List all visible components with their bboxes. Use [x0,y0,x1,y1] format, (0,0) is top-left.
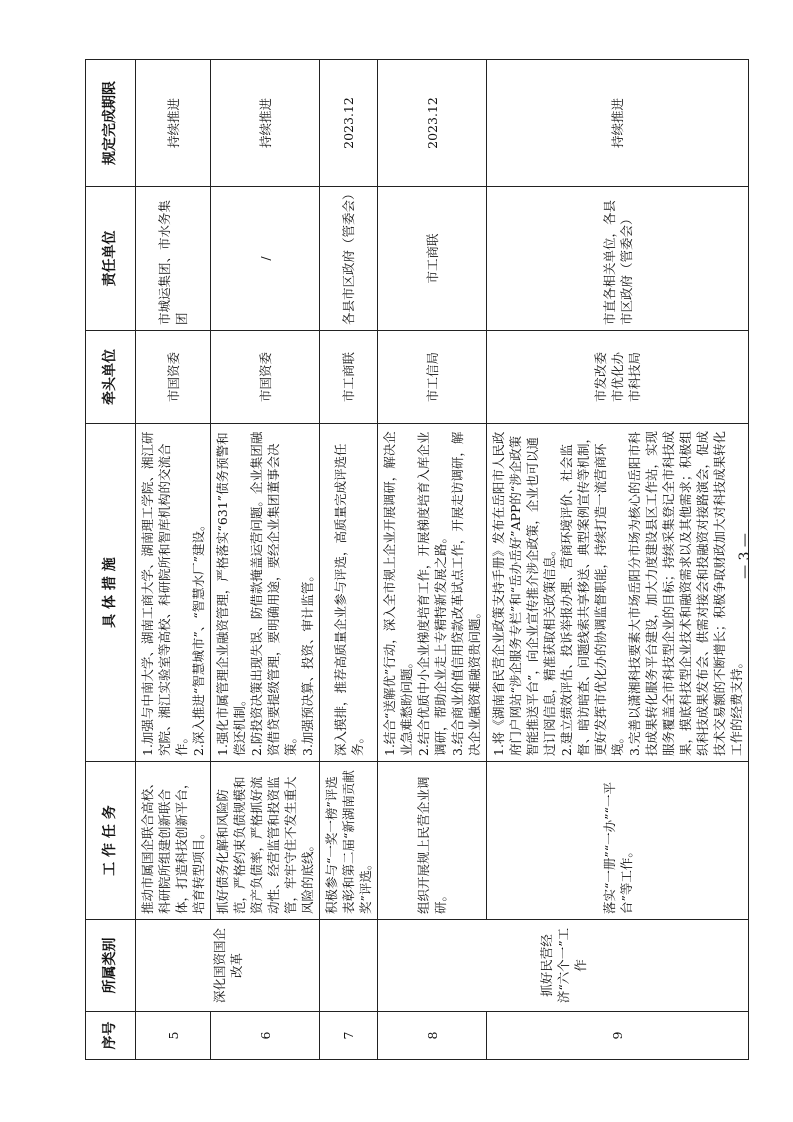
header-resp: 责任单位 [86,187,136,331]
row-seq: 8 [378,1012,487,1060]
row-seq: 9 [487,1012,749,1060]
header-seq: 序号 [86,1012,136,1060]
row-task: 积极参与“一奖一榜”评选表彰和第二届“新湖南贡献奖”评选。 [320,762,378,920]
table-stage [85,60,744,1060]
table-row [320,60,378,1060]
header-measures: 具 体 措 施 [86,424,136,762]
row-resp: 市工商联 [378,187,487,331]
row-lead: 市国资委 [136,331,211,424]
task-table [85,59,749,1060]
header-row [86,60,136,1060]
row-measures: 1.强化市属管理企业融资管理，严格落实“631”债务预警和偿还机制。 2.防投资决策出现失误、防借款掩盖运营问题。企业集团融资借贷要提级管理，要明确用途，要经企业集团董事会决策。 3.加强预决算、投资、审计监管。 [211,424,320,762]
row-resp: 各县市区政府（管委会） [320,187,378,331]
row-deadline: 持续推进 [136,60,211,187]
row-seq: 6 [211,1012,320,1060]
row-lead: 市发改委 市优化办 市科技局 [487,331,749,424]
row-deadline: 持续推进 [487,60,749,187]
row-measures: 1.结合“送解优”行动，深入全市规上企业开展调研，解决企业急难愁盼问题。 2.结合优质中小企业梯度培育工作，开展梯度培育入库企业调研，帮助企业走上专精特新发展之路。 3.结合商业价值信用贷款改革试点工作，开展走访调研，解决企业融资难融资贵问题。 [378,424,487,762]
row-measures: 1.将《湖南省民营企业政策支持手册》发布在岳阳市人民政府门户网站“涉企服务专栏”和“岳办岳好”APP的“涉企政策智能推送平台”，向企业宣传推介涉企政策，企业也可以通过订阅信息，精准获取相关政策信息。 2.建立绩效评估、投诉举报办理、营商环境评价、社会监督、暗访暗查、问题线索共享移送、典型案例宣传等机制，更好发挥市优化办的协调监督职能，持续打造一流营商环境。 3.完善以潇湘科技要素大市场岳阳分市场为核心的岳阳市科技成果转化服务平台建设，加大力度建设县区工作站，实现服务覆盖全市科技型企业的目标；持续采集登记全市科技成果，摸底科技型企业技术和融资需求以及其他需求；积极组织科技成果发布会、供需对接会和投融资对接路演会，促成技术交易额的不断增长；积极争取财政加大对科技成果转化工作的经费支持。 [487,424,749,762]
row-category: 抓好民营经济“六个一”工作 [378,920,749,1012]
row-task: 抓好债务化解和风险防范，严格约束负债规模和资产负债率，严格抓好流动性、经营监管和投资监管，牢牢守住不发生重大风险的底线。 [211,762,320,920]
table-row [211,60,320,1060]
row-task: 组织开展规上民营企业调研。 [378,762,487,920]
row-category [320,920,378,1012]
row-seq: 7 [320,1012,378,1060]
row-resp: / [211,187,320,331]
row-measures: 深入摸排，推荐高质量企业参与评选，高质量完成评选任务。 [320,424,378,762]
row-deadline: 持续推进 [211,60,320,187]
header-category: 所属类别 [86,920,136,1012]
page-number: — 3 — [736,533,753,579]
header-task: 工 作 任 务 [86,762,136,920]
table-row [136,60,211,1060]
table-row [378,60,487,1060]
row-deadline: 2023.12 [378,60,487,187]
header-lead: 牵头单位 [86,331,136,424]
table-row [487,60,749,1060]
row-resp: 市城运集团、市水务集团 [136,187,211,331]
row-resp: 市直各相关单位，各县市区政府（管委会） [487,187,749,331]
row-measures: 1.加强与中南大学、湖南工商大学、湖南理工学院、湘江研究院、湘江实验室等高校、科研院所和智库机构的交流合作。 2.深入推进“智慧城市”、“智慧水厂”建设。 [136,424,211,762]
row-lead: 市国资委 [211,331,320,424]
row-task: 落实“一册”“一办”“一平台”等工作。 [487,762,749,920]
row-task: 推动市属国企联合高校、科研院所组建创新联合体，打造科技创新平台，培育转型项目。 [136,762,211,920]
row-category: 深化国资国企改革 [136,920,320,1012]
row-seq: 5 [136,1012,211,1060]
row-lead: 市工商联 [320,331,378,424]
header-deadline: 规定完成期限 [86,60,136,187]
row-lead: 市工信局 [378,331,487,424]
row-deadline: 2023.12 [320,60,378,187]
